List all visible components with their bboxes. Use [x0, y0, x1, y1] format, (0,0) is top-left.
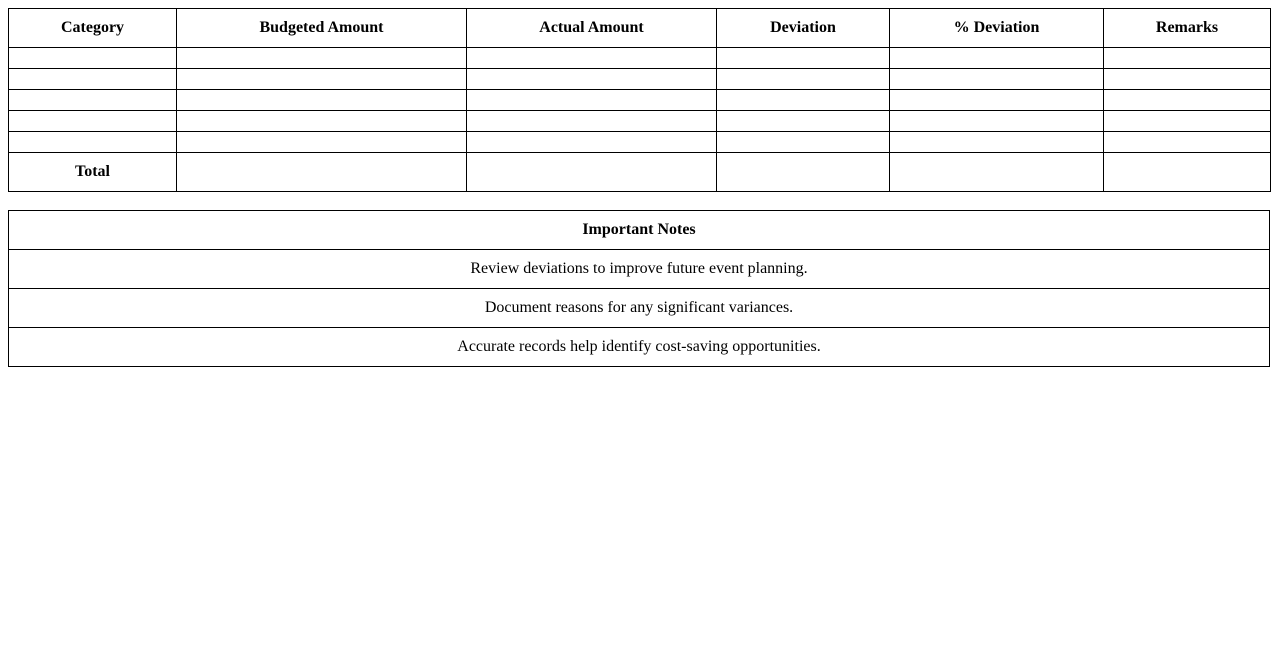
table-cell[interactable] — [890, 90, 1104, 111]
table-cell[interactable] — [467, 90, 717, 111]
note-row — [9, 250, 1270, 289]
table-cell[interactable] — [177, 69, 467, 90]
table-cell[interactable] — [890, 132, 1104, 153]
table-cell[interactable] — [9, 48, 177, 69]
table-row — [9, 90, 1271, 111]
table-cell[interactable] — [467, 69, 717, 90]
total-label: Total — [9, 153, 177, 192]
table-cell[interactable] — [1104, 48, 1271, 69]
note-row — [9, 289, 1270, 328]
note-item: Accurate records help identify cost-saving opportunities. — [9, 328, 1270, 367]
column-header-actual-amount: Actual Amount — [467, 9, 717, 48]
table-cell[interactable] — [9, 111, 177, 132]
table-cell[interactable] — [890, 111, 1104, 132]
table-cell[interactable] — [890, 69, 1104, 90]
important-notes-table — [8, 210, 1270, 367]
table-row — [9, 69, 1271, 90]
table-cell[interactable] — [717, 69, 890, 90]
table-cell[interactable] — [467, 111, 717, 132]
column-header-category: Category — [9, 9, 177, 48]
note-item: Review deviations to improve future event planning. — [9, 250, 1270, 289]
note-row — [9, 328, 1270, 367]
table-cell[interactable] — [1104, 132, 1271, 153]
column-header-percent-deviation: % Deviation — [890, 9, 1104, 48]
notes-header-row — [9, 211, 1270, 250]
table-cell[interactable] — [467, 48, 717, 69]
table-cell[interactable] — [890, 48, 1104, 69]
table-row — [9, 132, 1271, 153]
table-cell[interactable] — [177, 111, 467, 132]
table-cell[interactable] — [717, 111, 890, 132]
column-header-budgeted-amount: Budgeted Amount — [177, 9, 467, 48]
table-cell[interactable] — [177, 132, 467, 153]
total-budgeted-cell[interactable] — [177, 153, 467, 192]
column-header-deviation: Deviation — [717, 9, 890, 48]
total-remarks-cell[interactable] — [1104, 153, 1271, 192]
table-cell[interactable] — [177, 90, 467, 111]
total-percent-deviation-cell[interactable] — [890, 153, 1104, 192]
table-cell[interactable] — [9, 90, 177, 111]
notes-title: Important Notes — [9, 211, 1270, 250]
table-cell[interactable] — [177, 48, 467, 69]
table-cell[interactable] — [9, 132, 177, 153]
table-cell[interactable] — [1104, 111, 1271, 132]
budget-header-row — [9, 9, 1271, 48]
table-cell[interactable] — [467, 132, 717, 153]
table-cell[interactable] — [1104, 90, 1271, 111]
table-cell[interactable] — [717, 48, 890, 69]
column-header-remarks: Remarks — [1104, 9, 1271, 48]
total-row — [9, 153, 1271, 192]
table-row — [9, 111, 1271, 132]
budget-table — [8, 8, 1271, 192]
table-row — [9, 48, 1271, 69]
table-cell[interactable] — [717, 90, 890, 111]
note-item: Document reasons for any significant variances. — [9, 289, 1270, 328]
table-cell[interactable] — [9, 69, 177, 90]
total-actual-cell[interactable] — [467, 153, 717, 192]
total-deviation-cell[interactable] — [717, 153, 890, 192]
table-cell[interactable] — [717, 132, 890, 153]
table-cell[interactable] — [1104, 69, 1271, 90]
